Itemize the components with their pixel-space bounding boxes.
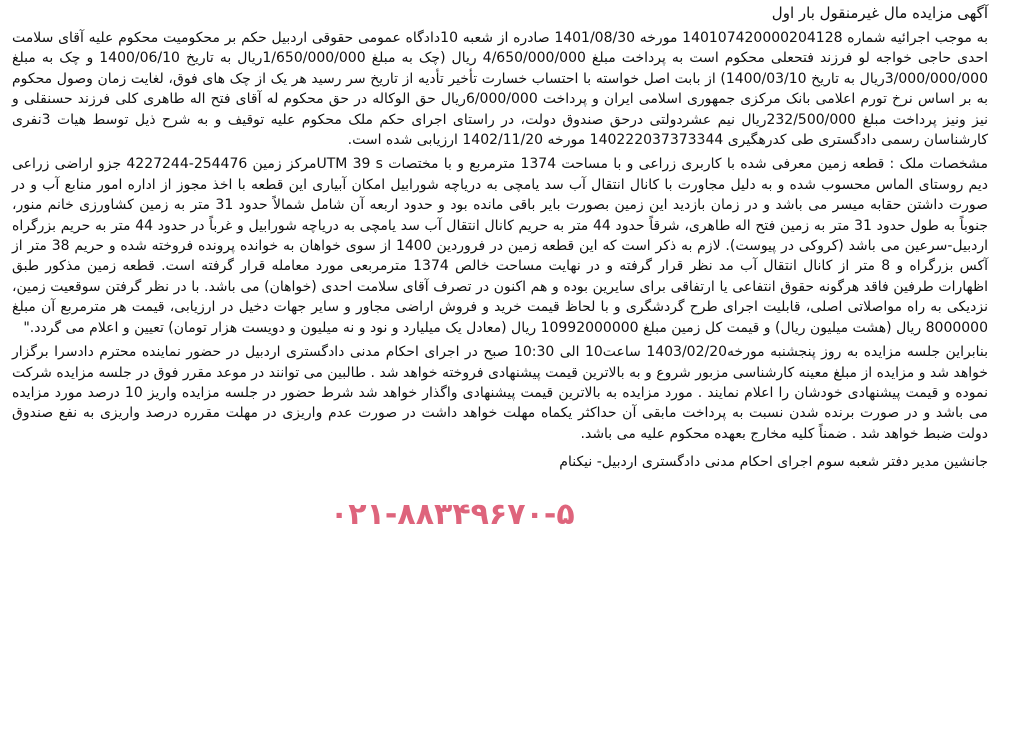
phone-watermark: ۰۲۱-۸۸۳۴۹۶۷۰-۵ <box>330 497 575 532</box>
notice-paragraph-auction-terms: بنابراین جلسه مزایده به روز پنجشنبه مورخه1403/02/20 ساعت10 الی 10:30 صبح در اجرای احکام مدنی دادگستری اردبیل در حضور نماینده محترم دادسرا برگزار خواهد شد و مزایده از مبلغ معینه کارشناسی مزبور شروع و به بالاترین قیمت پیشنهادی فروخته خواهد شد . طالبین می توانند در موعد مقرر فوق در جلسه مزایده شرکت نموده و قیمت پیشنهادی خودشان را اعلام نمایند . مورد مزایده به بالاترین قیمت پیشنهادی واگذار خواهد شد شرط حضور در جلسه مزایده واریز 10 درصد مورد مزایده می باشد و در صورت برنده شدن نسبت به پرداخت مابقی آن حداکثر یکماه مهلت خواهد داشت در صورت عدم واریزی در مهلت مقرره درصد واریزی به نفع صندوق دولت ضبط خواهد شد . ضمناً کلیه مخارج بعهده محکوم علیه می باشد. <box>12 344 988 442</box>
notice-signature: جانشین مدیر دفتر شعبه سوم اجرای احکام مدنی دادگستری اردبیل- نیکنام <box>559 454 988 471</box>
notice-paragraph-execution: به موجب اجرائیه شماره 140107420000204128 مورخه 1401/08/30 صادره از شعبه 10دادگاه عمومی حقوقی اردبیل حکم بر محکومیت محکوم علیه آقای سلامت احدی حاجی خواجه لو فرزند فتحعلی محکوم است به پرداخت مبلغ 4/650/000/000 ریال (چک به مبلغ 1/650/000/000ریال به تاریخ 1400/06/10 و چک به مبلغ 3/000/000/000ریال به تاریخ 1400/03/10) از بابت اصل خواسته با احتساب خسارت تأخیر تأدیه از تاریخ سر رسید هر یک از چک های فوق، لغایت زمان وصول محکوم به بر اساس نرخ تورم اعلامی بانک مرکزی جمهوری اسلامی ایران و پرداخت 6/000/000ریال حق الوکاله در حق محکوم له آقای فتح اله طاهری کلی فرزند حسنقلی و نیز ونیز پرداخت مبلغ 232/500/000ریال نیم عشردولتی درحق صندوق دولت، در راستای اجرای حکم ملک محکوم علیه توقیف و به شرح ذیل توسط هیات 3نفری کارشناسان رسمی دادگستری طی کدرهگیری 140222037373344 مورخه 1402/11/20 ارزیابی شده است. <box>12 30 989 149</box>
notice-paragraph-property-specs: مشخصات ملک : قطعه زمین معرفی شده با کاربری زراعی و با مساحت 1374 مترمربع و با مختصات UTM 39 sمرکز زمین 254476-4227244 جزو اراضی زراعی دیم روستای الماس محسوب شده و به دلیل مجاورت با کانال انتقال آب سد یامچی به دریاچه شورابیل امکان آبیاری این قطعه با اخذ مجوز از اداره امور منابع آب و در صورت داشتن حقابه میسر می باشد و در زمان بازدید این زمین بصورت بایر باقی مانده بود و حدود اربعه آن شامل شمالاً حدود 31 متر به زمین کشاورزی خانم منور، جنوباً به طول حدود 31 متر به زمین فتح اله طاهری، شرقاً حدود 44 متر به حریم کانال انتقال آب سد یامچی به دریاچه شورابیل و غرباً در حدود 44 متر به حریم بزرگراه اردبیل-سرعین می باشد (کروکی در پیوست). لازم به ذکر است که این قطعه زمین در فروردین 1400 از سوی خواهان به خوانده پرونده فروخته شده و حریم 38 متر از آکس بزرگراه و 8 متر از کانال انتقال آب مد نظر قرار گرفته و در نهایت مساحت خالص 1374 مترمربعی مورد معامله قرار گرفته است. قطعه زمین مذکور طبق اظهارات طرفین فاقد هرگونه حقوق انتفاعی یا ارتفاقی برای سایرین بوده و هم اکنون در تصرف آقای سلامت احدی (خواهان) می باشد. با در نظر گرفتن سوقعیت زمین، نزدیکی به راه مواصلاتی اصلی، قابلیت اجرای طرح گردشگری و با لحاظ قیمت خرید و فروش اراضی مجاور و سایر جهات دخیل در ارزیابی، قیمت هر مترمربع آن مبلغ 8000000 ریال (هشت میلیون ریال) و قیمت کل زمین مبلغ 10992000000 ریال (معادل یک میلیارد و نود و نه میلیون و دویست هزار تومان) تعیین و اعلام می گردد." <box>12 156 989 336</box>
notice-title: آگهی مزایده مال غیرمنقول بار اول <box>771 4 988 22</box>
